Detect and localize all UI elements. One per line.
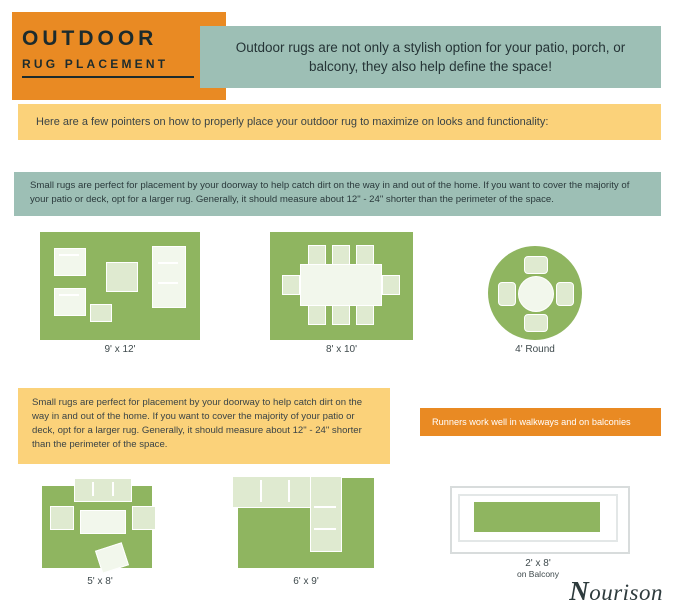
round-chair	[556, 282, 574, 306]
sofa-cushion-line	[158, 262, 178, 264]
sofa-cushion-line	[260, 480, 262, 502]
sofa-cushion-line	[112, 482, 114, 496]
round-chair	[524, 256, 548, 274]
figure-6x9	[232, 472, 384, 590]
sofa-cushion-line	[314, 506, 336, 508]
header-yellow-text: Here are a few pointers on how to properly place your outdoor rug to maximize on looks and functionality:	[36, 116, 549, 128]
figure-9x12	[40, 232, 200, 355]
caption-5x8	[36, 576, 164, 587]
caption-size: 6' x 9'	[293, 576, 319, 587]
caption-note: on Balcony	[516, 569, 560, 579]
armchair-detail	[59, 254, 79, 256]
page-title: OUTDOOR	[22, 27, 158, 50]
armchair	[54, 288, 86, 316]
caption-size: 9' x 12'	[104, 344, 136, 355]
figure-5x8	[36, 478, 176, 588]
title-divider	[22, 76, 194, 78]
brand-logo	[569, 576, 663, 607]
round-table	[518, 276, 554, 312]
sectional-sofa-arm	[310, 476, 342, 552]
rug-shape	[474, 502, 600, 532]
band-mid-yellow-text: Small rugs are perfect for placement by your doorway to help catch dirt on the way in and out of the home. If you want to cover the majority of your patio or deck, opt for a larger rug. Generally, it should measure about 12" - 24" shorter than the perimeter of the space.	[32, 397, 363, 450]
coffee-table	[80, 510, 126, 534]
round-chair	[524, 314, 548, 332]
band-mid-orange-text: Runners work well in walkways and on balconies	[432, 417, 631, 427]
sofa-cushion-line	[158, 282, 178, 284]
caption-size: 8' x 10'	[325, 344, 358, 355]
caption-8x10	[270, 344, 413, 355]
sofa-cushion-line	[288, 480, 290, 502]
dining-chair	[332, 245, 350, 265]
sofa	[152, 246, 186, 308]
header-teal-banner	[200, 26, 661, 88]
dining-chair	[308, 245, 326, 265]
caption-size: 4' Round	[515, 344, 555, 355]
caption-9x12	[40, 344, 200, 355]
caption-6x9	[232, 576, 380, 587]
dining-chair	[282, 275, 300, 295]
sofa	[74, 478, 132, 502]
coffee-table	[106, 262, 138, 292]
armchair	[54, 248, 86, 276]
dining-chair	[356, 245, 374, 265]
dining-chair	[356, 305, 374, 325]
header-teal-text: Outdoor rugs are not only a stylish option for your patio, porch, or balcony, they also help define the space!	[235, 40, 626, 74]
armchair-detail	[59, 294, 79, 296]
figure-4-round	[488, 246, 582, 355]
band-top	[14, 172, 661, 216]
figure-8x10	[270, 232, 413, 355]
page-subtitle: RUG PLACEMENT	[22, 57, 169, 71]
caption-size: 5' x 8'	[87, 576, 113, 587]
side-table	[90, 304, 112, 322]
dining-chair	[382, 275, 400, 295]
sofa-cushion-line	[314, 528, 336, 530]
dining-table	[300, 264, 382, 306]
armchair	[132, 506, 156, 530]
band-mid-orange	[420, 408, 661, 436]
brand-initial: N	[569, 576, 590, 606]
band-top-text: Small rugs are perfect for placement by your doorway to help catch dirt on the way in and out of the home. If you want to cover the majority of your patio or deck, opt for a larger rug. Generally, it should measure about 12" - 24" shorter than the perimeter of the space.	[30, 180, 630, 205]
header-yellow-banner	[18, 104, 661, 140]
caption-4-round	[468, 344, 602, 355]
dining-chair	[332, 305, 350, 325]
band-mid-yellow	[18, 388, 390, 464]
sofa-cushion-line	[92, 482, 94, 496]
dining-chair	[308, 305, 326, 325]
header-orange-block	[12, 12, 226, 100]
armchair	[50, 506, 74, 530]
caption-size: 2' x 8'	[525, 558, 551, 569]
round-chair	[498, 282, 516, 306]
brand-name: ourison	[589, 580, 663, 605]
